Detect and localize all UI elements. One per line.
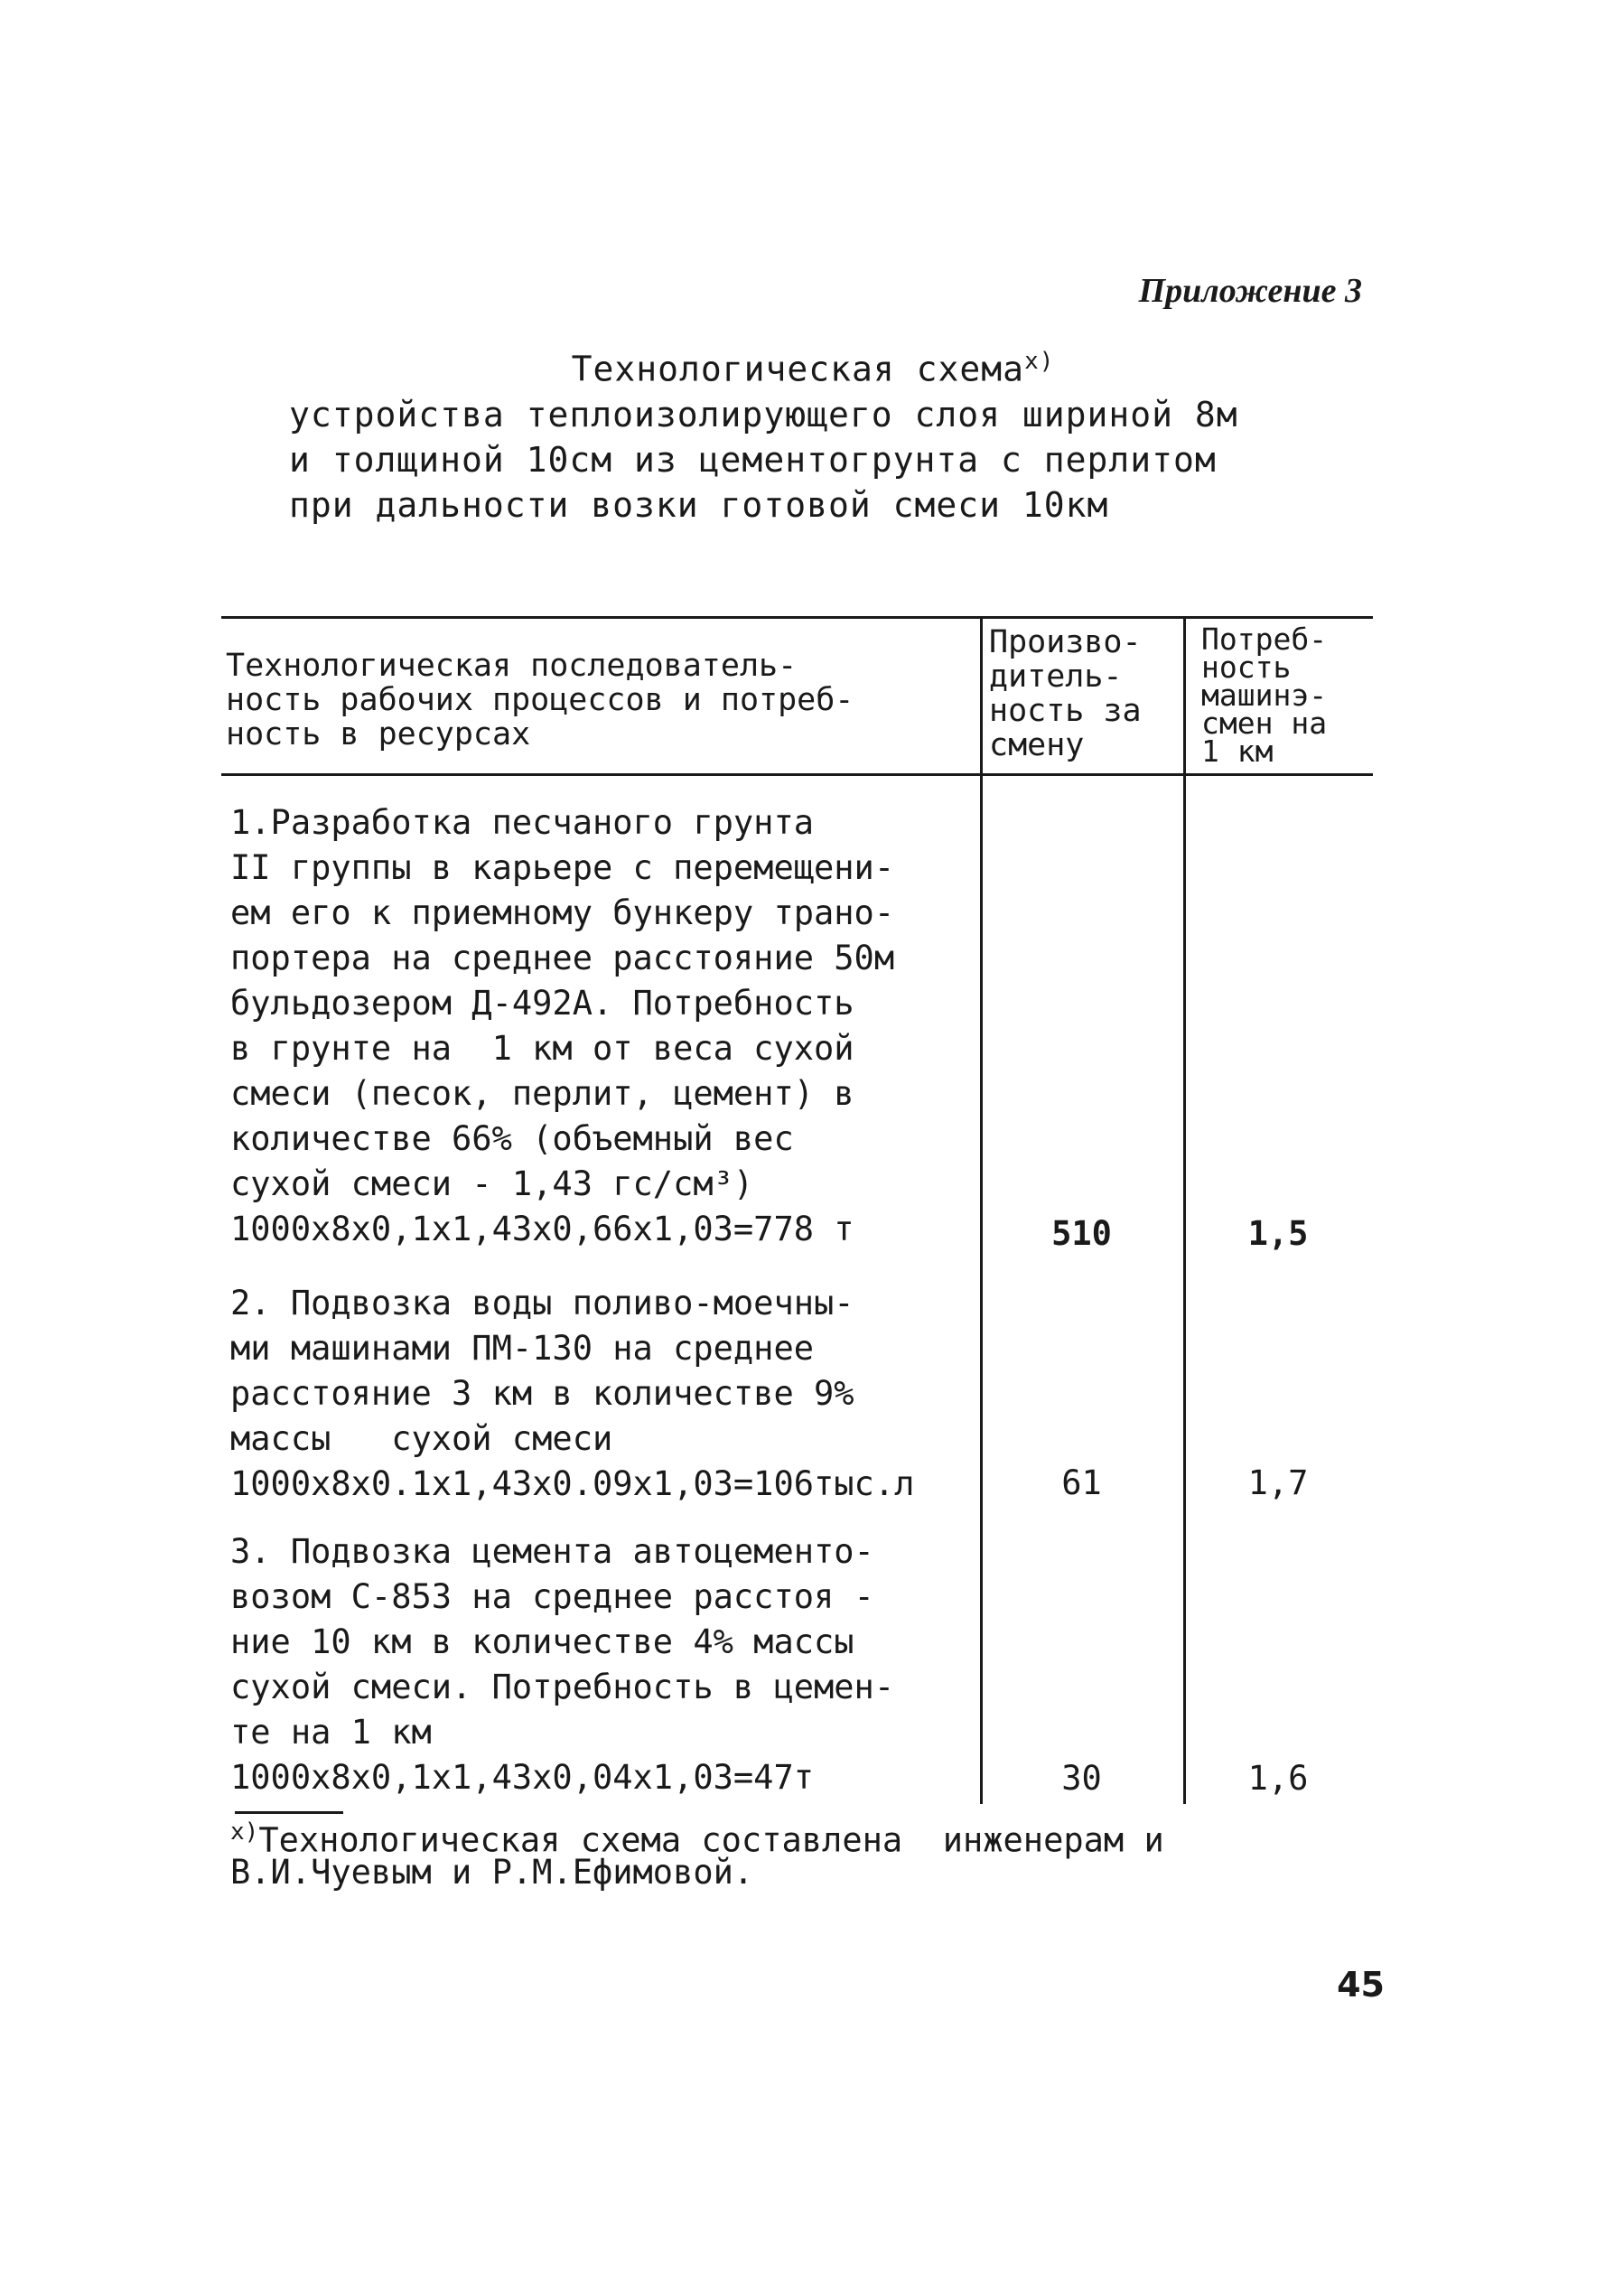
title-line-4: при дальности возки готовой смеси 10км xyxy=(289,484,1109,525)
table-row-1-text: 1.Разработка песчаного грунта II группы в карьере с перемещени- ем его к приемному бункеру трано- портера на среднее расстояние 50м бульдозером Д-492А. Потребность в грунте на 1 км от веса сухой смеси (песок, перлит, цемент) в количестве 66% (объемный вес сухой смеси - 1,43 гс/см³) 1000x8x0,1x1,43x0,66x1,03=778 т xyxy=(230,803,895,1248)
table-row-2-machine-shifts: 1,7 xyxy=(1247,1463,1309,1502)
title-main xyxy=(253,348,1373,389)
table-row-1-productivity: 510 xyxy=(1051,1214,1112,1253)
table-header-process: Технологическая последователь- ность рабочих процессов и потреб- ность в ресурсах xyxy=(226,648,854,752)
table-column-divider-1 xyxy=(980,616,983,1804)
title-line-2: устройства теплоизолирующего слоя шириной 8м xyxy=(289,394,1238,435)
title-footnote-mark: x) xyxy=(1024,348,1055,375)
table-top-rule xyxy=(221,616,1373,619)
title-line-3: и толщиной 10см из цементогрунта с перлитом xyxy=(289,439,1217,480)
page-number: 45 xyxy=(1337,1965,1385,2005)
document-title xyxy=(289,348,1373,525)
title-main-text: Технологическая схема xyxy=(571,349,1025,389)
footnote xyxy=(230,1816,1405,1893)
table-row-2-productivity: 61 xyxy=(1061,1463,1102,1502)
footnote-rule xyxy=(235,1811,343,1814)
table-column-divider-2 xyxy=(1183,616,1186,1804)
footnote-text: Технологическая схема составлена инженерам и В.И.Чуевым и Р.М.Ефимовой. xyxy=(230,1820,1164,1893)
table-row-2-text: 2. Подвозка воды поливо-моечны- ми машинами ПМ-130 на среднее расстояние 3 км в количестве 9% массы сухой смеси 1000x8x0.1x1,43x0.09x1,03=106тыс.л xyxy=(230,1284,915,1503)
table-row-3-text: 3. Подвозка цемента автоцементо- возом С-853 на среднее расстоя - ние 10 км в количестве 4% массы сухой смеси. Потребность в цемен- те на 1 км 1000x8x0,1x1,43x0,04x1,03=47т xyxy=(230,1532,895,1797)
table-row-3-machine-shifts: 1,6 xyxy=(1247,1759,1309,1798)
table-row-1-machine-shifts: 1,5 xyxy=(1247,1214,1309,1253)
table-row-3-productivity: 30 xyxy=(1061,1759,1102,1798)
table-header-machine-shifts: Потреб- ность машинэ- смен на 1 км xyxy=(1201,622,1328,769)
appendix-label: Приложение 3 xyxy=(1138,272,1362,310)
footnote-mark: x) xyxy=(230,1818,259,1846)
table-header-rule xyxy=(221,773,1373,776)
table-header-productivity: Произво- дитель- ность за смену xyxy=(989,624,1142,763)
